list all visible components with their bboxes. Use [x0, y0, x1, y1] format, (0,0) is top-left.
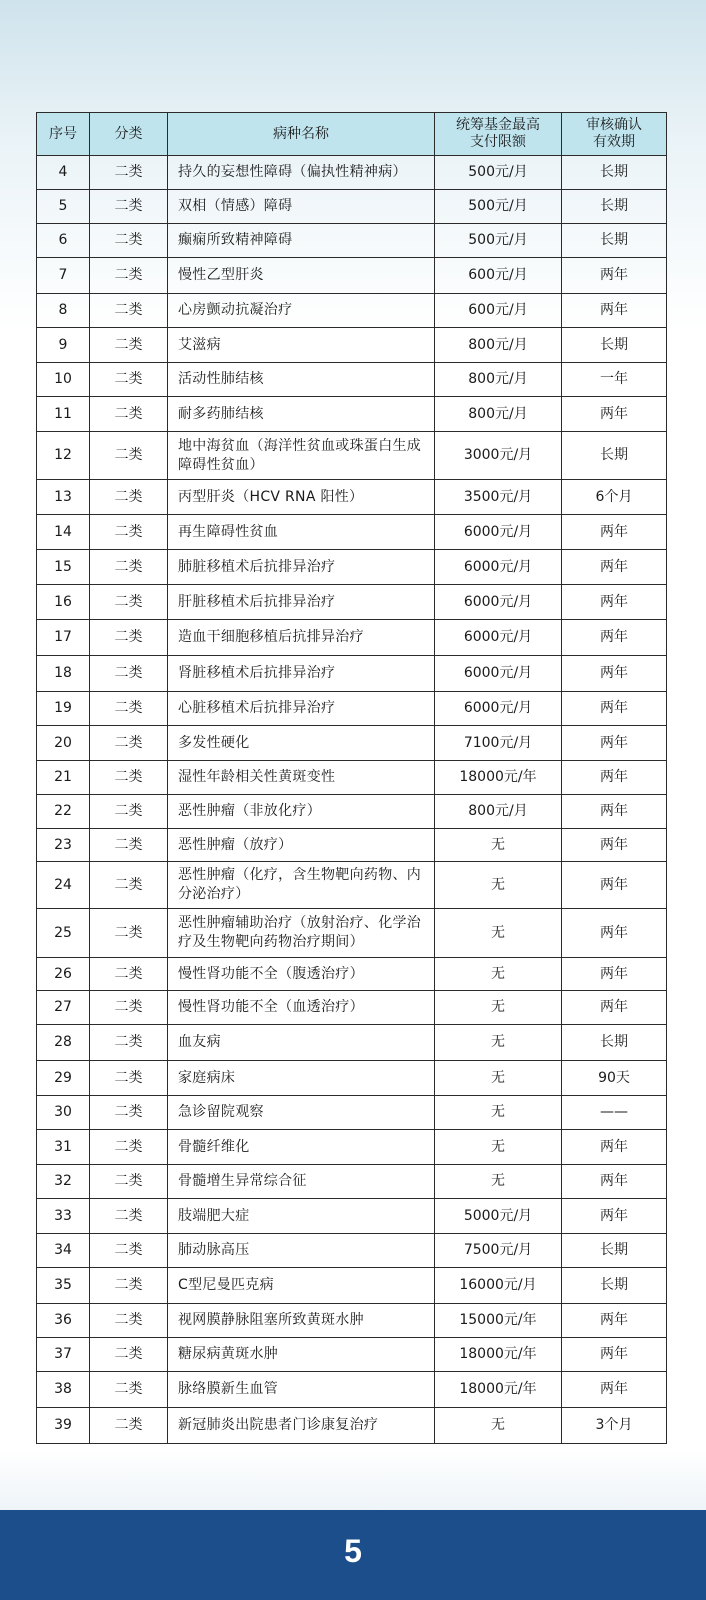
cell-no: 26 [37, 958, 90, 991]
cell-category: 二类 [90, 958, 168, 991]
cell-no: 12 [37, 432, 90, 480]
cell-no: 33 [37, 1199, 90, 1234]
cell-no: 22 [37, 795, 90, 829]
header-disease: 病种名称 [168, 113, 435, 156]
cell-disease: 肾脏移植术后抗排异治疗 [168, 656, 435, 692]
cell-limit: 18000元/年 [435, 1338, 562, 1372]
cell-disease: 活动性肺结核 [168, 363, 435, 397]
table-row [37, 1061, 667, 1096]
cell-disease: 多发性硬化 [168, 726, 435, 761]
table-row [37, 726, 667, 761]
cell-limit: 18000元/年 [435, 761, 562, 795]
cell-category: 二类 [90, 862, 168, 909]
cell-no: 8 [37, 294, 90, 328]
header-limit-line2: 支付限额 [470, 134, 526, 150]
cell-validity: 两年 [562, 958, 667, 991]
cell-validity: 90天 [562, 1061, 667, 1096]
cell-validity: 3个月 [562, 1408, 667, 1444]
table-row [37, 795, 667, 829]
cell-limit: 6000元/月 [435, 515, 562, 550]
cell-no: 10 [37, 363, 90, 397]
cell-no: 6 [37, 224, 90, 258]
cell-validity: 两年 [562, 1130, 667, 1165]
cell-limit: 无 [435, 991, 562, 1025]
table-row [37, 862, 667, 909]
cell-disease: 造血干细胞移植后抗排异治疗 [168, 620, 435, 656]
page-number: 5 [344, 1532, 362, 1569]
cell-no: 19 [37, 692, 90, 726]
cell-validity: 两年 [562, 829, 667, 862]
cell-no: 4 [37, 156, 90, 190]
cell-no: 28 [37, 1025, 90, 1061]
cell-validity: 长期 [562, 1025, 667, 1061]
cell-disease: 肢端肥大症 [168, 1199, 435, 1234]
cell-disease: 心房颤动抗凝治疗 [168, 294, 435, 328]
cell-category: 二类 [90, 480, 168, 515]
table-row [37, 1025, 667, 1061]
cell-disease: 肝脏移植术后抗排异治疗 [168, 585, 435, 620]
cell-disease: 肺脏移植术后抗排异治疗 [168, 550, 435, 585]
table-row [37, 1304, 667, 1338]
cell-limit: 800元/月 [435, 363, 562, 397]
cell-disease: 癫痫所致精神障碍 [168, 224, 435, 258]
cell-category: 二类 [90, 1234, 168, 1268]
cell-category: 二类 [90, 550, 168, 585]
cell-category: 二类 [90, 397, 168, 432]
cell-validity: 两年 [562, 1199, 667, 1234]
cell-disease: 再生障碍性贫血 [168, 515, 435, 550]
cell-no: 5 [37, 190, 90, 224]
cell-limit: 500元/月 [435, 156, 562, 190]
cell-validity: 两年 [562, 909, 667, 958]
table-row [37, 585, 667, 620]
header-limit-line1: 统筹基金最高 [456, 117, 540, 133]
table-row [37, 1096, 667, 1130]
cell-validity: 两年 [562, 991, 667, 1025]
cell-validity: 长期 [562, 1268, 667, 1304]
cell-no: 16 [37, 585, 90, 620]
table-row [37, 1234, 667, 1268]
cell-category: 二类 [90, 1372, 168, 1408]
cell-no: 38 [37, 1372, 90, 1408]
table-row [37, 432, 667, 480]
table-row [37, 190, 667, 224]
cell-limit: 6000元/月 [435, 620, 562, 656]
cell-disease: 恶性肿瘤辅助治疗（放射治疗、化学治疗及生物靶向药物治疗期间） [168, 909, 435, 958]
cell-no: 21 [37, 761, 90, 795]
cell-disease: 脉络膜新生血管 [168, 1372, 435, 1408]
cell-category: 二类 [90, 1338, 168, 1372]
cell-limit: 3000元/月 [435, 432, 562, 480]
cell-validity: 两年 [562, 550, 667, 585]
cell-limit: 6000元/月 [435, 692, 562, 726]
cell-category: 二类 [90, 1268, 168, 1304]
cell-category: 二类 [90, 795, 168, 829]
cell-category: 二类 [90, 585, 168, 620]
cell-disease: 急诊留院观察 [168, 1096, 435, 1130]
table-row [37, 958, 667, 991]
table-row [37, 397, 667, 432]
cell-validity: 两年 [562, 1372, 667, 1408]
cell-disease: 持久的妄想性障碍（偏执性精神病） [168, 156, 435, 190]
cell-limit: 6000元/月 [435, 585, 562, 620]
cell-disease: 心脏移植术后抗排异治疗 [168, 692, 435, 726]
cell-category: 二类 [90, 363, 168, 397]
cell-validity: 两年 [562, 294, 667, 328]
cell-validity: 长期 [562, 328, 667, 363]
cell-limit: 无 [435, 829, 562, 862]
cell-disease: 骨髓增生异常综合征 [168, 1165, 435, 1199]
table-row [37, 1408, 667, 1444]
page-footer [0, 1510, 706, 1600]
table-row [37, 1268, 667, 1304]
cell-validity: —— [562, 1096, 667, 1130]
cell-category: 二类 [90, 761, 168, 795]
cell-no: 14 [37, 515, 90, 550]
cell-validity: 长期 [562, 432, 667, 480]
cell-limit: 7100元/月 [435, 726, 562, 761]
header-validity [562, 113, 667, 156]
cell-limit: 6000元/月 [435, 656, 562, 692]
table-row [37, 480, 667, 515]
cell-limit: 800元/月 [435, 328, 562, 363]
cell-no: 34 [37, 1234, 90, 1268]
cell-limit: 无 [435, 1061, 562, 1096]
cell-limit: 6000元/月 [435, 550, 562, 585]
table-row [37, 1130, 667, 1165]
table-row [37, 328, 667, 363]
cell-limit: 5000元/月 [435, 1199, 562, 1234]
table-row [37, 258, 667, 294]
cell-validity: 长期 [562, 224, 667, 258]
disease-table [36, 112, 667, 1444]
table-row [37, 550, 667, 585]
cell-limit: 无 [435, 1130, 562, 1165]
cell-disease: 双相（情感）障碍 [168, 190, 435, 224]
cell-limit: 无 [435, 958, 562, 991]
cell-no: 25 [37, 909, 90, 958]
table-row [37, 294, 667, 328]
cell-limit: 16000元/月 [435, 1268, 562, 1304]
cell-validity: 一年 [562, 363, 667, 397]
cell-no: 27 [37, 991, 90, 1025]
cell-category: 二类 [90, 1165, 168, 1199]
cell-disease: 艾滋病 [168, 328, 435, 363]
cell-disease: 恶性肿瘤（放疗） [168, 829, 435, 862]
table-body [37, 156, 667, 1444]
header-validity-line1: 审核确认 [586, 117, 642, 133]
table-row [37, 829, 667, 862]
cell-disease: 恶性肿瘤（非放化疗） [168, 795, 435, 829]
cell-disease: 地中海贫血（海洋性贫血或珠蛋白生成障碍性贫血） [168, 432, 435, 480]
cell-disease: 丙型肝炎（HCV RNA 阳性） [168, 480, 435, 515]
header-validity-line2: 有效期 [593, 134, 635, 150]
cell-limit: 无 [435, 1096, 562, 1130]
cell-category: 二类 [90, 190, 168, 224]
table-row [37, 620, 667, 656]
cell-validity: 两年 [562, 726, 667, 761]
table-row [37, 156, 667, 190]
cell-limit: 3500元/月 [435, 480, 562, 515]
cell-limit: 500元/月 [435, 190, 562, 224]
cell-no: 35 [37, 1268, 90, 1304]
cell-validity: 长期 [562, 190, 667, 224]
cell-no: 30 [37, 1096, 90, 1130]
cell-limit: 500元/月 [435, 224, 562, 258]
cell-limit: 15000元/年 [435, 1304, 562, 1338]
cell-limit: 无 [435, 1408, 562, 1444]
table-row [37, 363, 667, 397]
cell-category: 二类 [90, 1025, 168, 1061]
cell-disease: 糖尿病黄斑水肿 [168, 1338, 435, 1372]
cell-validity: 两年 [562, 1338, 667, 1372]
cell-category: 二类 [90, 620, 168, 656]
cell-disease: 恶性肿瘤（化疗，含生物靶向药物、内分泌治疗） [168, 862, 435, 909]
cell-disease: 肺动脉高压 [168, 1234, 435, 1268]
header-limit [435, 113, 562, 156]
cell-no: 11 [37, 397, 90, 432]
cell-limit: 无 [435, 1165, 562, 1199]
header-category: 分类 [90, 113, 168, 156]
cell-category: 二类 [90, 692, 168, 726]
cell-category: 二类 [90, 1199, 168, 1234]
cell-validity: 两年 [562, 761, 667, 795]
cell-no: 29 [37, 1061, 90, 1096]
cell-validity: 两年 [562, 620, 667, 656]
cell-validity: 两年 [562, 1165, 667, 1199]
table-row [37, 656, 667, 692]
cell-category: 二类 [90, 258, 168, 294]
cell-disease: 慢性乙型肝炎 [168, 258, 435, 294]
cell-no: 18 [37, 656, 90, 692]
cell-disease: 血友病 [168, 1025, 435, 1061]
cell-validity: 6个月 [562, 480, 667, 515]
cell-disease: 耐多药肺结核 [168, 397, 435, 432]
cell-validity: 两年 [562, 862, 667, 909]
cell-no: 9 [37, 328, 90, 363]
cell-disease: 湿性年龄相关性黄斑变性 [168, 761, 435, 795]
table-row [37, 224, 667, 258]
cell-category: 二类 [90, 432, 168, 480]
cell-validity: 两年 [562, 692, 667, 726]
cell-no: 31 [37, 1130, 90, 1165]
cell-disease: 视网膜静脉阻塞所致黄斑水肿 [168, 1304, 435, 1338]
cell-no: 7 [37, 258, 90, 294]
cell-validity: 两年 [562, 585, 667, 620]
cell-category: 二类 [90, 224, 168, 258]
cell-limit: 18000元/年 [435, 1372, 562, 1408]
cell-disease: 骨髓纤维化 [168, 1130, 435, 1165]
cell-category: 二类 [90, 656, 168, 692]
cell-no: 36 [37, 1304, 90, 1338]
cell-category: 二类 [90, 726, 168, 761]
cell-limit: 800元/月 [435, 397, 562, 432]
cell-no: 15 [37, 550, 90, 585]
cell-disease: 慢性肾功能不全（腹透治疗） [168, 958, 435, 991]
disease-table-container [36, 112, 666, 1444]
table-row [37, 761, 667, 795]
cell-category: 二类 [90, 1096, 168, 1130]
cell-no: 13 [37, 480, 90, 515]
cell-no: 23 [37, 829, 90, 862]
cell-validity: 长期 [562, 1234, 667, 1268]
cell-category: 二类 [90, 1130, 168, 1165]
cell-validity: 两年 [562, 656, 667, 692]
cell-limit: 600元/月 [435, 258, 562, 294]
cell-disease: 家庭病床 [168, 1061, 435, 1096]
cell-validity: 长期 [562, 156, 667, 190]
header-no: 序号 [37, 113, 90, 156]
cell-category: 二类 [90, 1408, 168, 1444]
cell-category: 二类 [90, 328, 168, 363]
cell-disease: 新冠肺炎出院患者门诊康复治疗 [168, 1408, 435, 1444]
cell-category: 二类 [90, 1061, 168, 1096]
cell-limit: 无 [435, 909, 562, 958]
cell-no: 39 [37, 1408, 90, 1444]
cell-no: 20 [37, 726, 90, 761]
table-row [37, 991, 667, 1025]
cell-validity: 两年 [562, 515, 667, 550]
table-header [37, 113, 667, 156]
table-row [37, 1372, 667, 1408]
cell-no: 37 [37, 1338, 90, 1372]
cell-disease: C型尼曼匹克病 [168, 1268, 435, 1304]
table-row [37, 1199, 667, 1234]
cell-disease: 慢性肾功能不全（血透治疗） [168, 991, 435, 1025]
table-row [37, 692, 667, 726]
table-row [37, 515, 667, 550]
table-row [37, 909, 667, 958]
cell-limit: 7500元/月 [435, 1234, 562, 1268]
cell-category: 二类 [90, 515, 168, 550]
cell-category: 二类 [90, 156, 168, 190]
cell-validity: 两年 [562, 258, 667, 294]
cell-no: 32 [37, 1165, 90, 1199]
cell-limit: 600元/月 [435, 294, 562, 328]
cell-category: 二类 [90, 1304, 168, 1338]
cell-limit: 800元/月 [435, 795, 562, 829]
cell-no: 17 [37, 620, 90, 656]
table-row [37, 1165, 667, 1199]
table-row [37, 1338, 667, 1372]
cell-validity: 两年 [562, 397, 667, 432]
cell-validity: 两年 [562, 795, 667, 829]
cell-category: 二类 [90, 294, 168, 328]
cell-category: 二类 [90, 829, 168, 862]
cell-validity: 两年 [562, 1304, 667, 1338]
cell-limit: 无 [435, 1025, 562, 1061]
cell-category: 二类 [90, 991, 168, 1025]
cell-limit: 无 [435, 862, 562, 909]
cell-no: 24 [37, 862, 90, 909]
cell-category: 二类 [90, 909, 168, 958]
